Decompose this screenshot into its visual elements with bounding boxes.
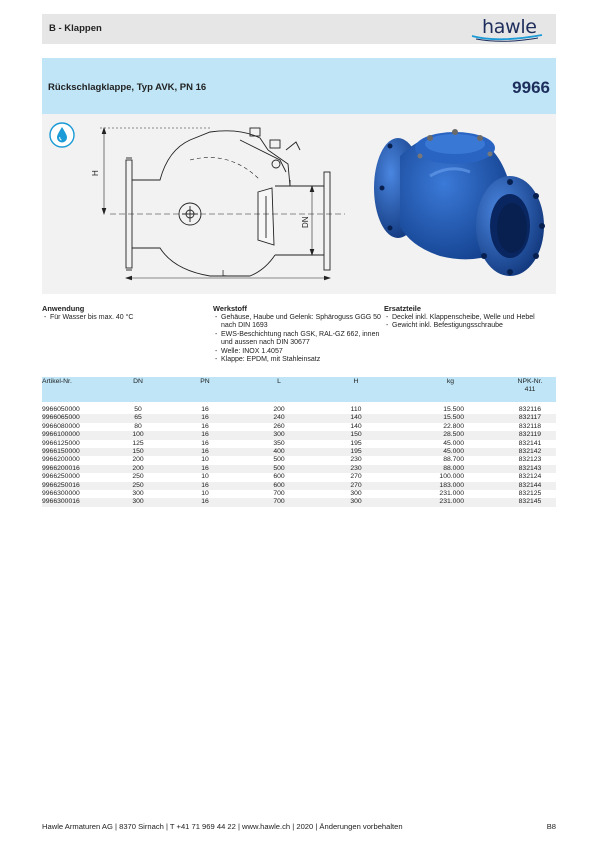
cell-pn: 10 xyxy=(201,473,209,481)
cell-art: 9966200000 xyxy=(42,456,80,464)
cell-npk: 832124 xyxy=(518,473,542,481)
cell-pn: 10 xyxy=(201,456,209,464)
werkstoff-item: - EWS-Beschichtung nach GSK, RAL-GZ 662, innen und aussen nach DIN 30677 xyxy=(213,331,383,348)
header-article-nr: Artikel-Nr. xyxy=(42,377,106,402)
cell-kg: 45.000 xyxy=(443,439,464,447)
cell-kg: 88.700 xyxy=(443,456,464,464)
figure-area xyxy=(42,114,556,294)
table-row xyxy=(42,456,556,464)
hawle-logo xyxy=(468,16,550,42)
cell-npk: 832141 xyxy=(518,439,542,447)
werkstoff-section xyxy=(213,305,383,364)
cell-dn: 50 xyxy=(134,406,142,413)
cell-h: 140 xyxy=(350,422,362,430)
water-drop-icon xyxy=(49,122,75,148)
table-row xyxy=(42,448,556,456)
werkstoff-item: - Gehäuse, Haube und Gelenk: Sphäroguss GGG 50 nach DIN 1693 xyxy=(213,314,383,331)
cell-npk: 832143 xyxy=(504,465,556,473)
table-row xyxy=(42,414,556,422)
cell-l: 350 xyxy=(273,439,285,447)
cell-l: 700 xyxy=(240,498,318,506)
footer-text: Hawle Armaturen AG | 8370 Sirnach | T +41 71 969 44 22 | www.hawle.ch | 2020 | Änderungen vorbehalten xyxy=(42,822,403,831)
cell-npk: 832119 xyxy=(504,431,556,439)
werkstoff-item: - Welle: INOX 1.4057 xyxy=(213,348,383,356)
cell-dn: 250 xyxy=(132,473,144,481)
cell-dn: 80 xyxy=(134,422,142,430)
cell-l: 240 xyxy=(240,414,318,422)
werkstoff-heading: Werkstoff xyxy=(213,304,247,313)
cell-pn: 16 xyxy=(170,465,240,473)
ersatzteile-item: - Gewicht inkl. Befestigungsschraube xyxy=(384,322,556,330)
table-row xyxy=(42,465,556,473)
section-title: B - Klappen xyxy=(49,23,102,34)
page-number: B8 xyxy=(546,822,556,831)
product-photo xyxy=(360,116,548,286)
header-npk-sub: 411 xyxy=(524,386,536,393)
cell-h: 110 xyxy=(350,406,362,413)
cell-pn: 10 xyxy=(201,490,209,498)
anwendung-section xyxy=(42,305,202,322)
cell-h: 300 xyxy=(350,490,362,498)
table-row xyxy=(42,482,556,490)
cell-kg: 231.000 xyxy=(394,498,504,506)
header-dn: DN xyxy=(106,377,170,402)
cell-npk: 832145 xyxy=(504,498,556,506)
table-header-row xyxy=(42,377,556,402)
table-row xyxy=(42,473,556,481)
cell-art: 9966125000 xyxy=(42,439,80,447)
cell-pn: 16 xyxy=(201,422,209,430)
cell-l: 260 xyxy=(273,422,285,430)
table-row xyxy=(42,406,556,414)
anwendung-item: - Für Wasser bis max. 40 °C xyxy=(42,314,202,322)
cell-npk: 832142 xyxy=(504,448,556,456)
cell-dn: 150 xyxy=(106,448,170,456)
cell-l: 400 xyxy=(240,448,318,456)
article-table xyxy=(42,377,556,507)
header-l: L xyxy=(240,377,318,402)
cell-kg: 45.000 xyxy=(394,448,504,456)
cell-art: 9966200016 xyxy=(42,465,106,473)
anwendung-heading: Anwendung xyxy=(42,304,85,313)
cell-npk: 832125 xyxy=(518,490,542,498)
table-row xyxy=(42,490,556,498)
product-code: 9966 xyxy=(512,78,550,97)
page-footer xyxy=(42,822,556,831)
cell-l: 300 xyxy=(240,431,318,439)
cell-kg: 88.000 xyxy=(394,465,504,473)
cell-l: 600 xyxy=(240,482,318,490)
cell-npk: 832123 xyxy=(518,456,542,464)
cell-h: 270 xyxy=(350,473,362,481)
cell-pn: 16 xyxy=(170,414,240,422)
table-row xyxy=(42,431,556,439)
cell-pn: 16 xyxy=(201,406,209,413)
header-npk-label: NPK-Nr. xyxy=(517,378,543,385)
cell-h: 230 xyxy=(350,456,362,464)
table-body xyxy=(42,406,556,507)
cell-dn: 200 xyxy=(106,465,170,473)
cell-kg: 28.500 xyxy=(394,431,504,439)
product-title-bar xyxy=(42,58,556,114)
cell-l: 700 xyxy=(273,490,285,498)
cell-kg: 22.800 xyxy=(443,422,464,430)
cell-art: 9966250016 xyxy=(42,482,106,490)
cell-pn: 16 xyxy=(201,439,209,447)
cell-l: 600 xyxy=(273,473,285,481)
cell-art: 9966300016 xyxy=(42,498,106,506)
cell-npk: 832118 xyxy=(518,422,542,430)
ersatzteile-section xyxy=(384,305,556,331)
cell-npk: 832116 xyxy=(518,406,542,413)
cell-npk: 832117 xyxy=(504,414,556,422)
cell-art: 9966300000 xyxy=(42,490,80,498)
cell-h: 195 xyxy=(350,439,362,447)
cell-h: 300 xyxy=(318,498,394,506)
cell-art: 9966150000 xyxy=(42,448,106,456)
cell-kg: 231.000 xyxy=(439,490,464,498)
cell-h: 195 xyxy=(318,448,394,456)
cell-h: 270 xyxy=(318,482,394,490)
cell-l: 200 xyxy=(273,406,285,413)
cell-kg: 100.000 xyxy=(439,473,464,481)
header-kg: kg xyxy=(394,377,504,402)
cell-art: 9966100000 xyxy=(42,431,106,439)
cell-dn: 65 xyxy=(106,414,170,422)
table-row xyxy=(42,498,556,506)
dimension-dn-label: DN xyxy=(301,216,310,228)
ersatzteile-heading: Ersatzteile xyxy=(384,304,421,313)
cell-art: 9966050000 xyxy=(42,406,80,413)
cell-pn: 16 xyxy=(170,431,240,439)
cell-dn: 300 xyxy=(106,498,170,506)
header-npk xyxy=(504,377,556,402)
cell-kg: 183.000 xyxy=(394,482,504,490)
technical-drawing xyxy=(90,120,350,292)
cell-pn: 16 xyxy=(170,498,240,506)
cell-kg: 15.500 xyxy=(394,414,504,422)
header-pn: PN xyxy=(170,377,240,402)
cell-art: 9966065000 xyxy=(42,414,106,422)
cell-h: 150 xyxy=(318,431,394,439)
cell-pn: 16 xyxy=(170,482,240,490)
cell-dn: 100 xyxy=(106,431,170,439)
werkstoff-item: - Klappe: EPDM, mit Stahleinsatz xyxy=(213,356,383,364)
table-row xyxy=(42,423,556,431)
cell-l: 500 xyxy=(273,456,285,464)
dimension-l-label: L xyxy=(222,269,227,278)
cell-dn: 125 xyxy=(132,439,144,447)
cell-npk: 832144 xyxy=(504,482,556,490)
cell-kg: 15.500 xyxy=(443,406,464,413)
cell-h: 230 xyxy=(318,465,394,473)
cell-dn: 200 xyxy=(132,456,144,464)
cell-l: 500 xyxy=(240,465,318,473)
cell-pn: 16 xyxy=(170,448,240,456)
logo-text: hawle xyxy=(482,16,537,38)
ersatzteile-item: - Deckel inkl. Klappenscheibe, Welle und Hebel xyxy=(384,314,556,322)
cell-h: 140 xyxy=(318,414,394,422)
product-title: Rückschlagklappe, Typ AVK, PN 16 xyxy=(48,82,207,93)
dimension-h-label: H xyxy=(91,170,100,176)
section-header xyxy=(42,14,556,44)
cell-dn: 250 xyxy=(106,482,170,490)
header-h: H xyxy=(318,377,394,402)
table-row xyxy=(42,440,556,448)
cell-art: 9966080000 xyxy=(42,422,80,430)
cell-dn: 300 xyxy=(132,490,144,498)
cell-art: 9966250000 xyxy=(42,473,80,481)
